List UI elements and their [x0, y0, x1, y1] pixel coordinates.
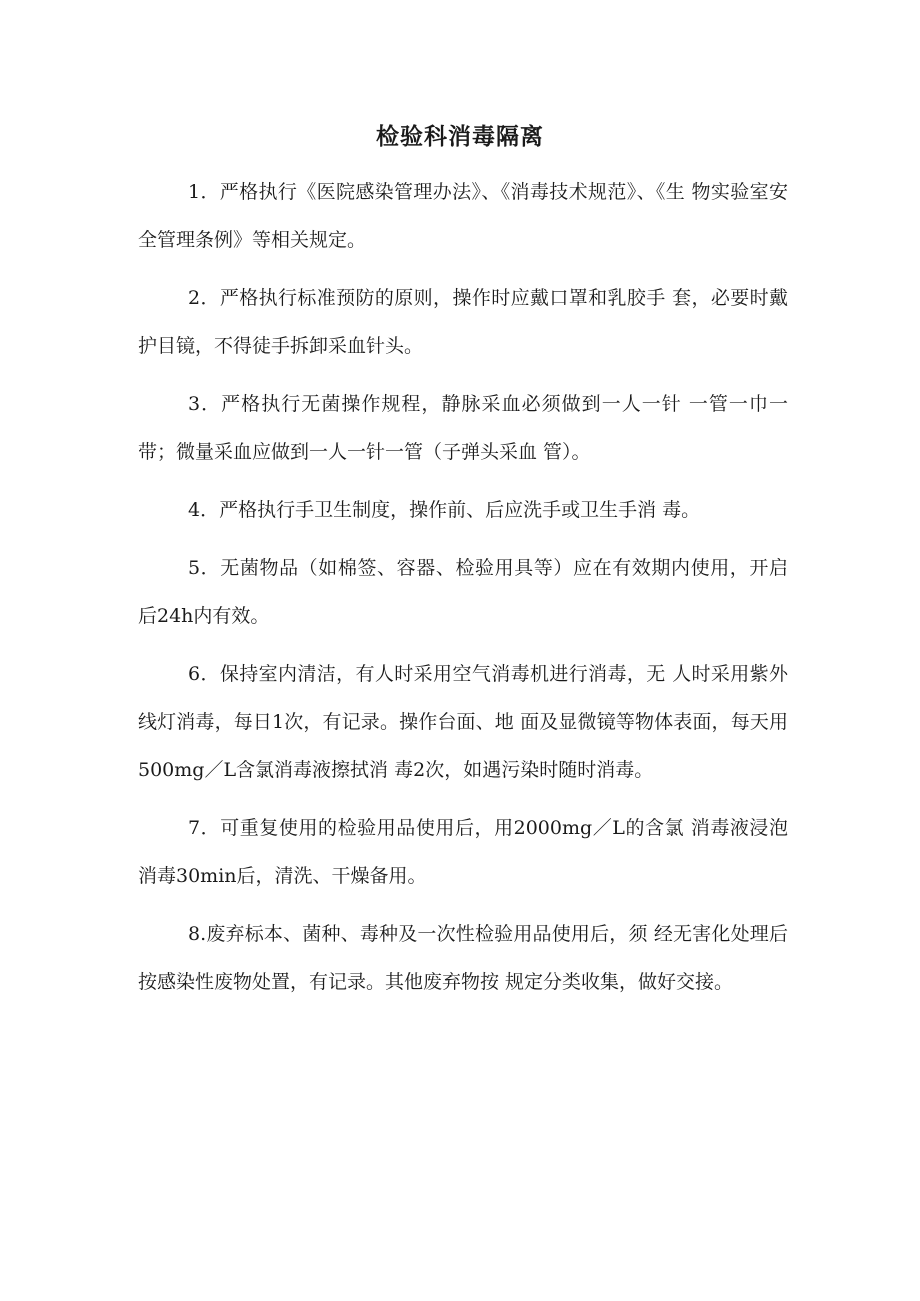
paragraph-1: 1．严格执行《医院感染管理办法》、《消毒技术规范》、《生 物实验室安全管理条例》等相关规定。	[138, 181, 788, 251]
paragraph-3: 3．严格执行无菌操作规程，静脉采血必须做到一人一针 一管一巾一带；微量采血应做到一人一针一管（子弹头采血 管）。	[138, 393, 788, 463]
paragraph-4: 4．严格执行手卫生制度，操作前、后应洗手或卫生手消 毒。	[188, 499, 701, 521]
paragraph-5: 5．无菌物品（如棉签、容器、检验用具等）应在有效期内使用，开启后24h内有效。	[138, 557, 788, 627]
paragraph-6: 6．保持室内清洁，有人时采用空气消毒机进行消毒，无 人时采用紫外线灯消毒，每日1次，有记录。操作台面、地 面及显微镜等物体表面，每天用500mg／L含氯消毒液擦拭消 毒2次，如遇污染时随时消毒。	[138, 663, 788, 781]
paragraph-8: 8.废弃标本、菌种、毒种及一次性检验用品使用后，须 经无害化处理后按感染性废物处置，有记录。其他废弃物按 规定分类收集，做好交接。	[138, 923, 788, 993]
document-title: 检验科消毒隔离	[376, 124, 544, 150]
paragraph-2: 2．严格执行标准预防的原则，操作时应戴口罩和乳胶手 套，必要时戴护目镜，不得徒手拆卸采血针头。	[138, 287, 788, 357]
document-body	[138, 168, 788, 1016]
paragraph-7: 7．可重复使用的检验用品使用后，用2000mg／L的含氯 消毒液浸泡消毒30min后，清洗、干燥备用。	[138, 817, 788, 887]
